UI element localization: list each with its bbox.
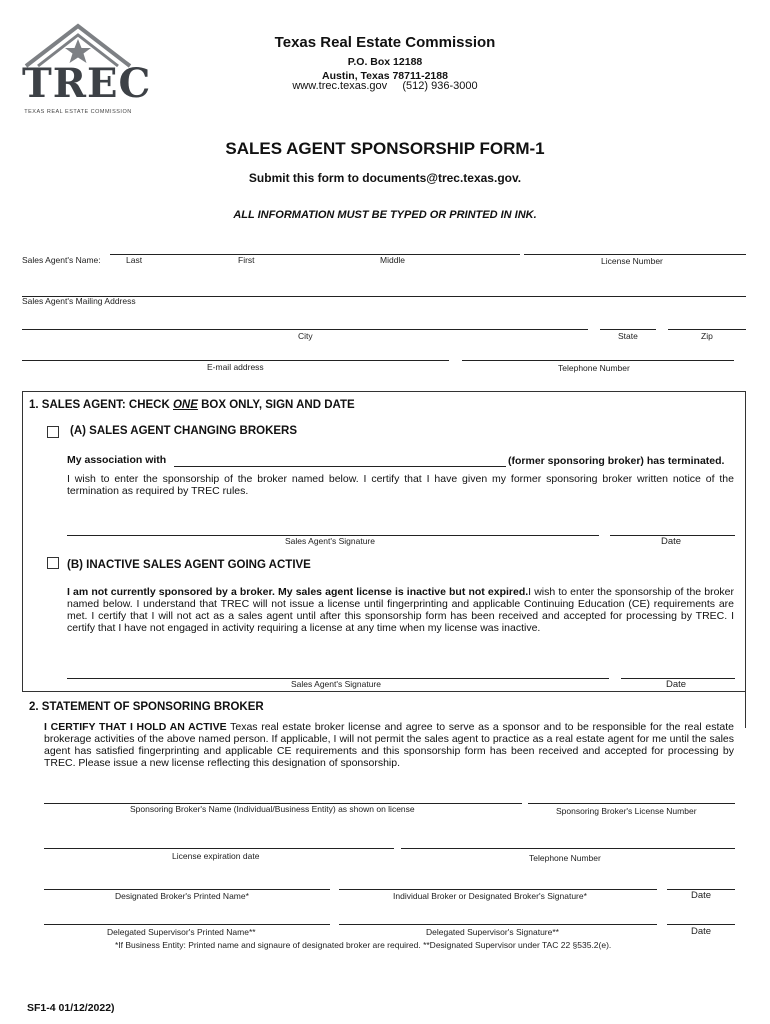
- broker-license-label: Sponsoring Broker's License Number: [556, 806, 697, 816]
- broker-signature-line[interactable]: [339, 889, 657, 890]
- date1-label: Date: [691, 890, 712, 901]
- option-b-bold-text: I am not currently sponsored by a broker. My sales agent license is inactive but not expired.: [67, 586, 529, 598]
- zip-line[interactable]: [668, 329, 746, 330]
- agent-name-label: Sales Agent's Name:: [22, 255, 101, 265]
- option-a-text: I wish to enter the sponsorship of the broker named below. I certify that I have given my former sponsoring broker written notice of the termination as required by TREC rules.: [67, 473, 734, 497]
- delegated-name-label: Delegated Supervisor's Printed Name**: [107, 927, 256, 937]
- broker-telephone-label: Telephone Number: [529, 853, 601, 863]
- designated-name-line[interactable]: [44, 889, 330, 890]
- former-broker-statement: My association with: [67, 454, 167, 466]
- telephone-label: Telephone Number: [558, 363, 630, 373]
- first-label: First: [238, 255, 255, 265]
- delegated-signature-line[interactable]: [339, 924, 657, 925]
- designated-name-label: Designated Broker's Printed Name*: [115, 891, 249, 901]
- former-broker-suffix: (former sponsoring broker) has terminated.: [508, 455, 725, 467]
- city-line[interactable]: [22, 329, 588, 330]
- ink-notice: ALL INFORMATION MUST BE TYPED OR PRINTED IN INK.: [233, 209, 537, 221]
- option-a-label: (A) SALES AGENT CHANGING BROKERS: [70, 425, 298, 437]
- logo-wordmark: TREC: [22, 60, 152, 107]
- po-box: P.O. Box 12188: [347, 56, 423, 68]
- state-label: State: [618, 331, 638, 341]
- option-a-checkbox[interactable]: [47, 426, 59, 438]
- date2-label: Date: [691, 926, 712, 937]
- expiration-line[interactable]: [44, 848, 394, 849]
- website-phone: www.trec.texas.gov (512) 936-3000: [292, 80, 478, 92]
- email-label: E-mail address: [207, 362, 264, 372]
- former-broker-line[interactable]: [174, 466, 506, 467]
- option-b-body: I wish to enter the sponsorship of the broker named below. I understand that TREC will not issue a license until fingerprinting and applicable Continuing Education (CE) requirements are met. I certify that I will not act as a sales agent until after this sponsorship form has been received and accepted for processing by TREC. I certify that I have not engaged in activity requiring a license at any time when my license was inactive.: [67, 586, 735, 634]
- broker-license-line[interactable]: [528, 803, 735, 804]
- submit-instruction: Submit this form to documents@trec.texas.gov.: [248, 171, 522, 185]
- state-line[interactable]: [600, 329, 656, 330]
- license-number-line[interactable]: [524, 254, 746, 255]
- form-code: SF1-4 01/12/2022): [27, 1002, 115, 1014]
- city-label: City: [298, 331, 313, 341]
- agent-name-line[interactable]: [110, 254, 520, 255]
- option-b-label: (B) INACTIVE SALES AGENT GOING ACTIVE: [67, 559, 311, 571]
- section2-right-border: [745, 692, 746, 728]
- section2-body: Texas real estate broker license and agree to serve as a sponsor and to be responsible for the real estate brokerage activities of the above named person. If applicable, I will not permit the sales agent to practice as a real estate agent for me until the sales agent has satisfied fingerprinting and applicable CE requirements and this sponsorship form has been received and accepted for processing by TREC. Please issue a new license reflecting this designation of sponsorship.: [44, 721, 734, 769]
- footnote: *If Business Entity: Printed name and signaure of designated broker are required. **Designated Supervisor under TAC 22 §535.2(e).: [115, 940, 612, 950]
- section2-text: [44, 721, 734, 769]
- section2-bold-text: I CERTIFY THAT I HOLD AN ACTIVE: [44, 721, 227, 733]
- option-b-checkbox[interactable]: [47, 557, 59, 569]
- broker-name-label: Sponsoring Broker's Name (Individual/Business Entity) as shown on license: [130, 804, 415, 814]
- option-a-date-label: Date: [661, 536, 682, 547]
- mailing-address-label: Sales Agent's Mailing Address: [22, 296, 136, 306]
- email-line[interactable]: [22, 360, 449, 361]
- date2-line[interactable]: [667, 924, 735, 925]
- option-b-text: [67, 586, 734, 634]
- option-a-signature-label: Sales Agent's Signature: [285, 536, 375, 546]
- option-b-date-label: Date: [666, 679, 687, 690]
- delegated-signature-label: Delegated Supervisor's Signature**: [426, 927, 559, 937]
- section2-title: 2. STATEMENT OF SPONSORING BROKER: [29, 701, 264, 713]
- expiration-label: License expiration date: [172, 851, 260, 861]
- org-name: Texas Real Estate Commission: [274, 34, 496, 51]
- zip-label: Zip: [701, 331, 713, 341]
- delegated-name-line[interactable]: [44, 924, 330, 925]
- trec-logo: [22, 22, 152, 118]
- license-number-label: License Number: [601, 256, 663, 266]
- section1-title: 1. SALES AGENT: CHECK ONE BOX ONLY, SIGN AND DATE: [29, 399, 355, 411]
- city-address: Austin, Texas 78711-2188: [322, 70, 448, 82]
- broker-signature-label: Individual Broker or Designated Broker's Signature*: [393, 891, 587, 901]
- option-b-signature-label: Sales Agent's Signature: [291, 679, 381, 689]
- last-label: Last: [126, 255, 143, 265]
- broker-telephone-line[interactable]: [401, 848, 735, 849]
- form-title: SALES AGENT SPONSORSHIP FORM-1: [225, 139, 545, 158]
- logo-tagline: TEXAS REAL ESTATE COMMISSION: [24, 109, 132, 115]
- telephone-line[interactable]: [462, 360, 734, 361]
- middle-label: Middle: [380, 255, 406, 265]
